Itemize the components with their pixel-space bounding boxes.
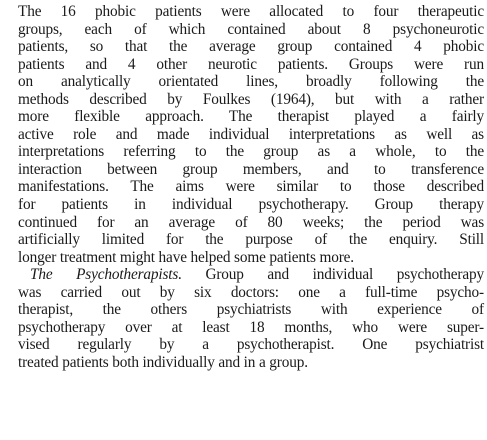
text-line-with-heading (18, 266, 484, 284)
text-line: therapist, the others psychiatrists with experience of (18, 301, 484, 319)
text-line: active role and made individual interpretations as well as (18, 125, 484, 143)
text-line: interpretations referring to the group as a whole, to the (18, 143, 484, 161)
text-line: for patients in individual psychotherapy. Group therapy (18, 196, 484, 214)
text-line: groups, each of which contained about 8 psychoneurotic (18, 20, 484, 38)
text-line: longer treatment might have helped some patients more. (18, 248, 354, 266)
paragraph-therapeutic-groups (18, 3, 484, 266)
text-line: artificially limited for the purpose of the enquiry. Still (18, 231, 484, 249)
heading-line-text: Group and individual psychotherapy (205, 266, 484, 284)
text-line: continued for an average of 80 weeks; the period was (18, 213, 484, 231)
section-run-in-heading: The Psychotherapists. (30, 266, 182, 284)
text-line: manifestations. The aims were similar to those described (18, 178, 484, 196)
text-line: The 16 phobic patients were allocated to four therapeutic (18, 3, 484, 20)
text-line: treated patients both individually and in a group. (18, 353, 308, 371)
text-line: was carried out by six doctors: one a full-time psycho- (18, 283, 484, 301)
text-line: vised regularly by a psychotherapist. One psychiatrist (18, 336, 484, 354)
text-line: patients, so that the average group contained 4 phobic (18, 38, 484, 56)
text-line: psychotherapy over at least 18 months, who were super- (18, 318, 484, 336)
text-line: more flexible approach. The therapist played a fairly (18, 108, 484, 126)
body-text (18, 3, 484, 371)
text-line: interaction between group members, and to transference (18, 160, 484, 178)
text-line: methods described by Foulkes (1964), but with a rather (18, 90, 484, 108)
text-line: on analytically orientated lines, broadly following the (18, 73, 484, 91)
text-line: patients and 4 other neurotic patients. Groups were run (18, 55, 484, 73)
paragraph-psychotherapists (18, 266, 484, 371)
